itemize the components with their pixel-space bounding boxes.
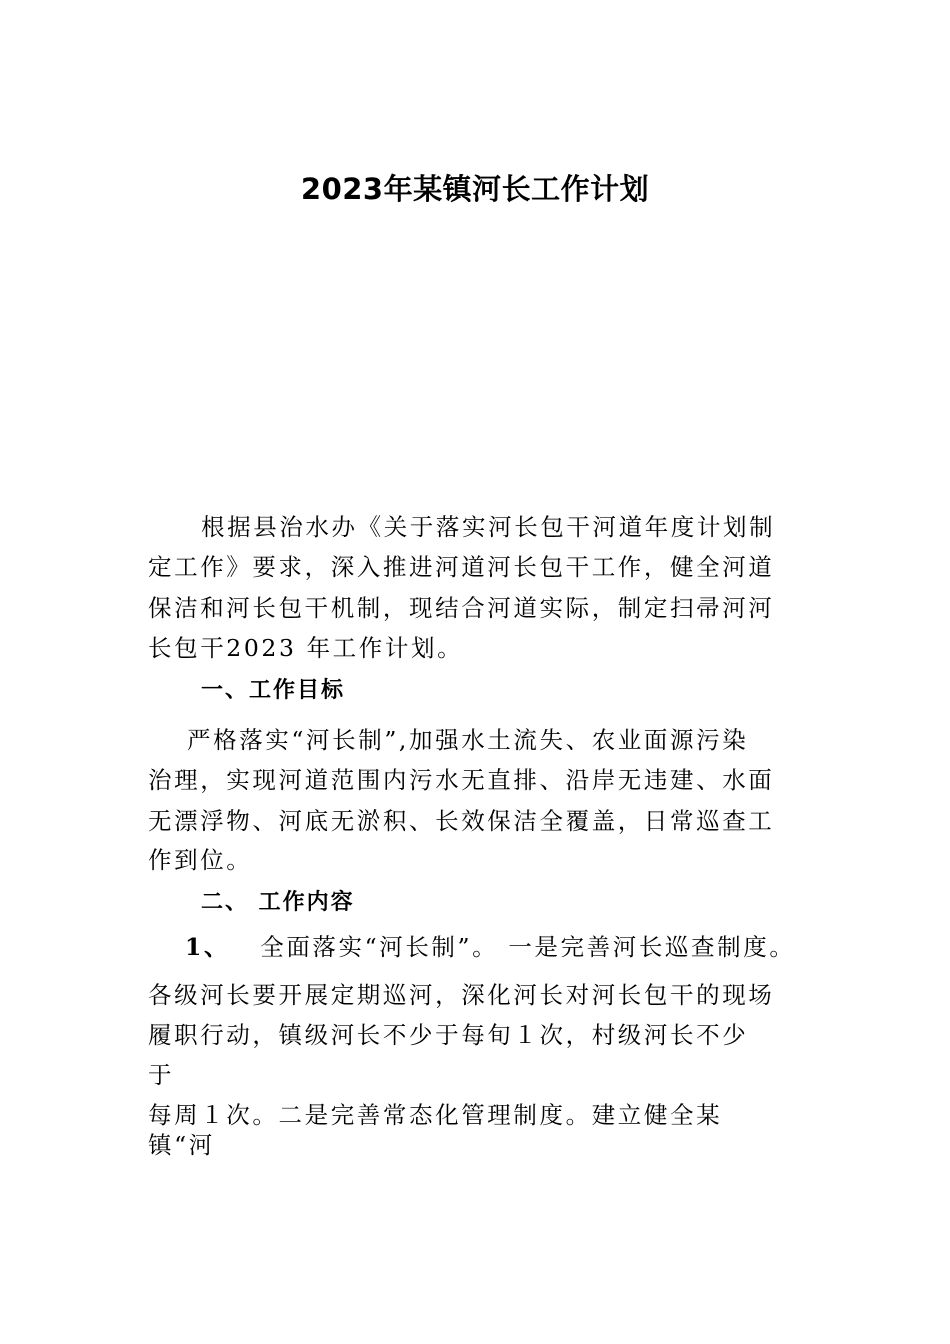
document-title: 2023年某镇河长工作计划 xyxy=(300,172,650,206)
list-item-first-line xyxy=(185,932,795,962)
paragraph-line: 于 xyxy=(148,1061,175,1089)
section-heading: 二、 工作内容 xyxy=(201,890,355,915)
paragraph-line: 镇“河 xyxy=(148,1131,215,1159)
paragraph-line: 作到位。 xyxy=(148,846,253,874)
paragraph-line: 每周１次。二是完善常态化管理制度。建立健全某 xyxy=(148,1101,723,1129)
list-item-number: 1、 xyxy=(185,933,231,961)
paragraph-line: 无漂浮物、河底无淤积、长效保洁全覆盖，日常巡查工 xyxy=(148,807,775,835)
paragraph-line: 履职行动，镇级河长不少于每旬１次，村级河长不少 xyxy=(148,1021,749,1049)
paragraph-line: 严格落实“河长制”,加强水土流失、农业面源污染 xyxy=(187,726,749,754)
list-item-text: 全面落实“河长制”。 一是完善河长巡查制度。 xyxy=(260,933,796,961)
paragraph-line: 保洁和河长包干机制，现结合河道实际，制定扫帚河河 xyxy=(148,594,775,622)
paragraph-line: 定工作》要求，深入推进河道河长包干工作，健全河道 xyxy=(148,553,775,581)
paragraph-line: 治理，实现河道范围内污水无直排、沿岸无违建、水面 xyxy=(148,766,775,794)
paragraph-line: 根据县治水办《关于落实河长包干河道年度计划制 xyxy=(201,513,776,541)
section-heading: 一、工作目标 xyxy=(201,678,346,703)
paragraph-line: 各级河长要开展定期巡河，深化河长对河长包干的现场 xyxy=(148,981,775,1009)
paragraph-line: 长包干2023 年工作计划。 xyxy=(148,634,464,662)
